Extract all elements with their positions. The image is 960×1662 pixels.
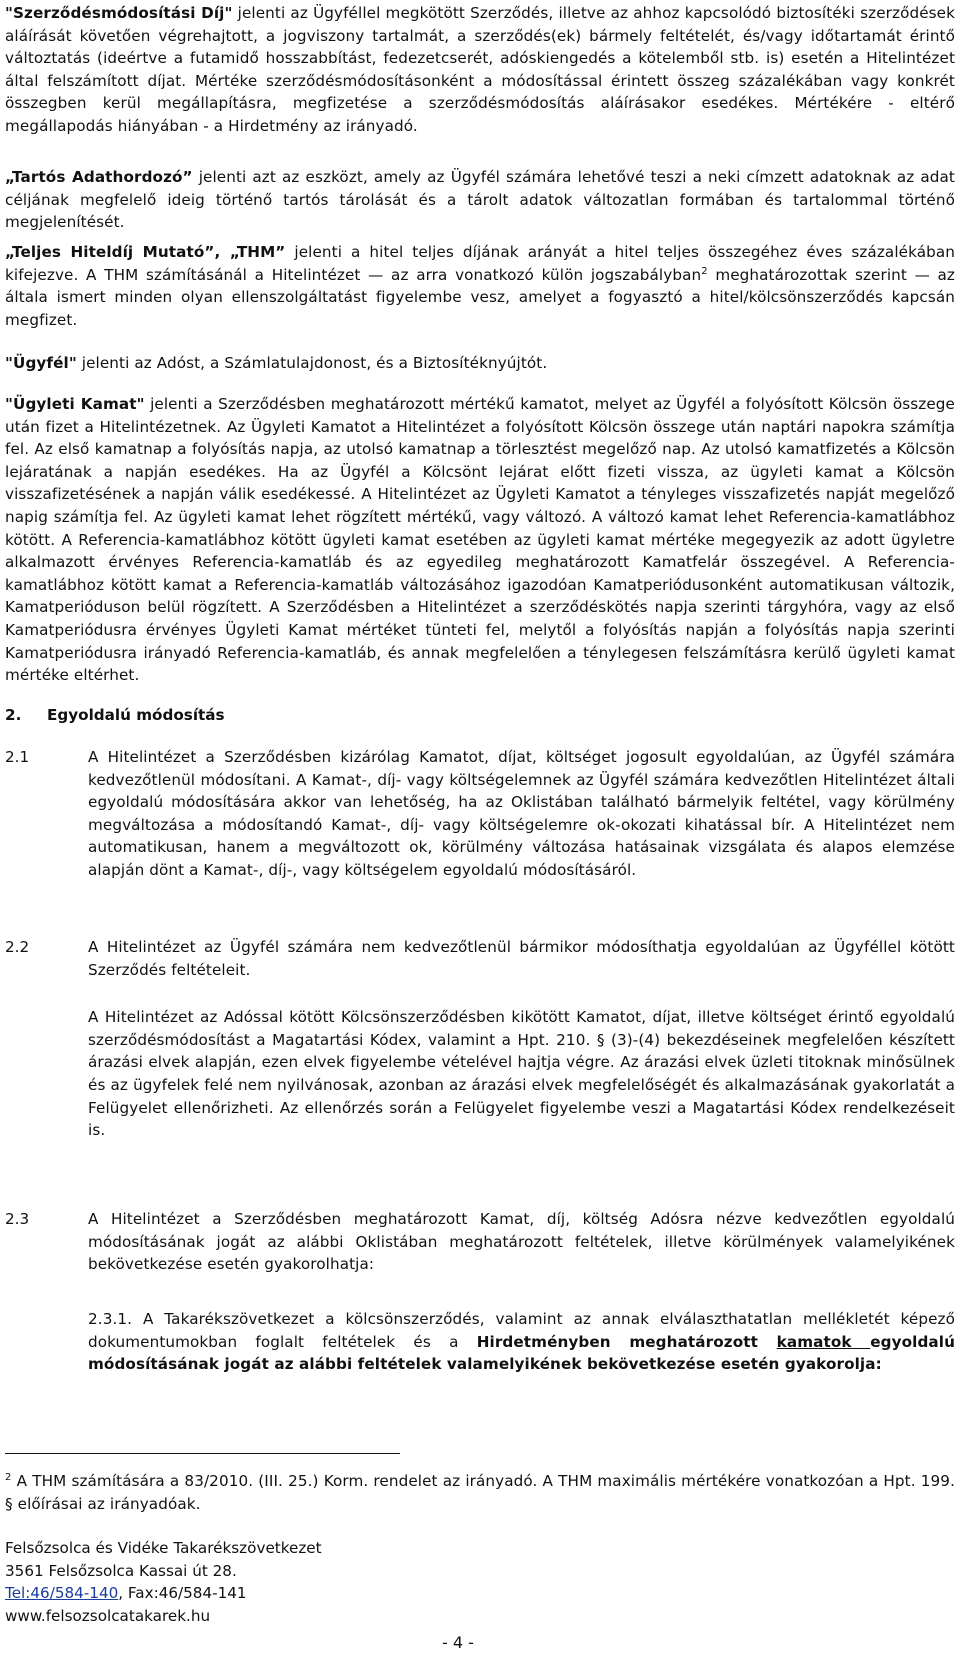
- footnote-text: A THM számítására a 83/2010. (III. 25.) Korm. rendelet az irányadó. A THM maximális mértékére vonatkozóan a Hpt. 199. § előírásai az irányadóak.: [5, 1472, 955, 1513]
- clause-2-1: [5, 746, 955, 882]
- footnote-reference: 2: [701, 265, 708, 277]
- definition-durable-medium: [5, 166, 955, 234]
- term-interest: "Ügyleti Kamat": [5, 395, 145, 413]
- clause-2-2: [5, 936, 955, 1142]
- definition-text: jelenti az Ügyféllel megkötött Szerződés, illetve az ahhoz kapcsolódó biztosítéki szerződések aláírását követően végrehajtott, a jogviszony tartalmát, a szerződés(ek) bármely feltételét, és/vagy időtartamát érintő változtatás (ideértve a futamidő hosszabbítást, fedezetcserét, adóskiengedés a kötelemből stb. is) esetén a Hitelintézet által felszámított díjat. Mértéke szerződésmódosításonként a módosítással érintett összeg százalékában vagy konkrét összegben kerül megállapításra, megfizetése a szerződésmódosítás aláírásakor esedékes. Mértékére - eltérő megállapodás hiányában - a Hirdetmény az irányadó.: [5, 4, 955, 135]
- section-title: Egyoldalú módosítás: [47, 706, 225, 724]
- footnote: [5, 1470, 955, 1515]
- clause-text: A Hitelintézet az Ügyfél számára nem kedvezőtlenül bármikor módosíthatja egyoldalúan az Ügyféllel kötött Szerződés feltételeit.: [88, 938, 955, 979]
- clause-text-continued: A Hitelintézet az Adóssal kötött Kölcsönszerződésben kikötött Kamatot, díjat, illetve költséget érintő egyoldalú szerződésmódosítást a Magatartási Kódex, valamint a Hpt. 210. § (3)-(4) bekezdéseinek megfelelően készített árazási elvek alapján, ezen elvek figyelembe vételével hajtja végre. Az árazási elvek üzleti titoknak minősülnek és az ügyfelek felé nem nyilvánosak, azonban az árazási elvek megfelelőségét és alkalmazásának gyakorlatát a Felügyelet ellenőrizheti. Az ellenőrzés során a Felügyelet figyelembe veszi a Magatartási Kódex rendelkezéseit is.: [88, 1008, 955, 1140]
- definition-contract-fee: [5, 2, 955, 138]
- clause-underlined: kamatok: [776, 1332, 871, 1351]
- footnote-mark: 2: [5, 1471, 12, 1483]
- definition-text-b: meghatározottak szerint — az általa ismert minden olyan ellenszolgáltatást figyelembe vesz, amelyet a fogyasztó a hitel/kölcsönszerződés kapcsán megfizet.: [5, 265, 955, 329]
- footer-fax: , Fax:46/584-141: [118, 1584, 247, 1603]
- footer-address: 3561 Felsőzsolca Kassai út 28.: [5, 1561, 237, 1580]
- definition-text: jelenti az Adóst, a Számlatulajdonost, és a Biztosítéknyújtót.: [76, 354, 548, 372]
- section-heading: [5, 704, 955, 727]
- definition-thm: [5, 241, 955, 331]
- clause-number: 2.3: [5, 1210, 30, 1228]
- clause-bold-b: egyoldalú módosításának jogát az alábbi feltételek valamelyikének bekövetkezése esetén gyakorolja:: [88, 1332, 956, 1374]
- clause-number: 2.1: [5, 748, 30, 766]
- footer-tel-link[interactable]: Tel:46/584-140: [5, 1584, 119, 1603]
- clause-2-3: [5, 1208, 955, 1276]
- page-footer: [5, 1537, 955, 1627]
- clause-number: 2.2: [5, 938, 30, 956]
- definition-client: [5, 352, 955, 375]
- term-durable-medium: „Tartós Adathordozó”: [5, 168, 193, 186]
- clause-text: A Hitelintézet a Szerződésben meghatározott Kamat, díj, költség Adósra nézve kedvezőtlen egyoldalú módosításának jogát az alábbi Oklistában meghatározott feltételek, illetve körülmények valamelyikének bekövetkezése esetén gyakorolhatja:: [88, 1210, 955, 1274]
- term-contract-fee: "Szerződésmódosítási Díj": [5, 4, 233, 22]
- clause-lead: 2.3.1. A Takarékszövetkezet a kölcsönszerződés, valamint az annak elválaszthatatlan mellékletét képező dokumentumokban foglalt feltételek és a: [88, 1310, 955, 1351]
- section-number: 2.: [5, 706, 22, 724]
- footer-contact: [5, 1582, 955, 1605]
- term-client: "Ügyfél": [5, 354, 77, 372]
- page-number: - 4 -: [442, 1633, 474, 1652]
- definition-text-a: jelenti a hitel teljes díjának arányát a hitel teljes összegéhez éves százalékában kifejezve. A THM számításánál a Hitelintézet — az arra vonatkozó külön jogszabályban: [5, 243, 955, 284]
- definition-text: jelenti azt az eszközt, amely az Ügyfél számára lehetővé teszi a neki címzett adatoknak az adat céljának megfelelő ideig történő tartós tárolását és a tárolt adatok változatlan formában és tartalommal történő megjelenítését.: [5, 168, 955, 232]
- clause-2-3-1: [88, 1308, 955, 1376]
- definition-interest: [5, 393, 955, 687]
- clause-bold-a: Hirdetményben meghatározott: [476, 1332, 777, 1351]
- clause-text: A Hitelintézet a Szerződésben kizárólag Kamatot, díjat, költséget jogosult egyoldalúan, az Ügyfél számára kedvezőtlenül módosítani. A Kamat-, díj- vagy költségelemnek az Ügyfél számára kedvezőtlen Hitelintézet általi egyoldalú módosítására akkor van lehetőség, ha az Oklistában található bármelyik feltétel, vagy körülmény megváltozása a módosítandó Kamat-, díj- vagy költségelemre ok-okozati kihatással bír. A Hitelintézet nem automatikusan, hanem a megváltozott ok, körülmény változása hatásainak vizsgálata és alapos elemzése alapján dönt a Kamat-, díj-, vagy költségelem egyoldalú módosításáról.: [88, 748, 955, 879]
- term-thm: „Teljes Hiteldíj Mutató”, „THM”: [5, 243, 286, 261]
- footer-website: www.felsozsolcatakarek.hu: [5, 1606, 211, 1625]
- definition-text: jelenti a Szerződésben meghatározott mértékű kamatot, melyet az Ügyfél a folyósított Kölcsön összege után fizet a Hitelintézetnek. Az Ügyleti Kamatot a Hitelintézet a folyósított Kölcsön összege után naptári napokra számítja fel. Az első kamatnap a folyósítás napja, az utolsó kamatnap a törlesztést megelőző nap. Az utolsó kamatfizetés a Kölcsön lejáratának a napján esedékes. Ha az Ügyfél a Kölcsönt lejárat előtt fizeti vissza, az ügyleti kamat a Kölcsön visszafizetésének a napján válik esedékessé. A Hitelintézet az Ügyleti Kamatot a tényleges visszafizetés napját megelőző napig számítja fel. Az ügyleti kamat lehet rögzített mértékű, vagy változó. A változó kamat lehet Referencia-kamatlábhoz kötött. A Referencia-kamatlábhoz kötött ügyleti kamat esetében az ügyleti kamat mértéke megegyezik az adott ügyletre alkalmazott érvényes Referencia-kamatláb és az egyedileg meghatározott Kamatfelár összegével. A Referencia-kamatlábhoz kötött kamat a Referencia-kamatláb változásához igazodóan Kamatperiódusonként automatikusan változik, Kamatperióduson belül rögzített. A Szerződésben a Hitelintézet a szerződéskötés napja szerinti tárgyhóra, vagy az első Kamatperiódusra érvényes Ügyleti Kamat mértéket tünteti fel, melytől a folyósítás napján a folyósítás napja szerinti Kamatperiódusra irányadó Referencia-kamatláb, és annak megfelelően a ténylegesen felszámításra kerülő ügyleti kamat mértéke eltérhet.: [5, 395, 955, 685]
- footnote-divider: [5, 1453, 400, 1454]
- clause-body: [88, 936, 955, 1142]
- footer-organization: Felsőzsolca és Vidéke Takarékszövetkezet: [5, 1539, 322, 1557]
